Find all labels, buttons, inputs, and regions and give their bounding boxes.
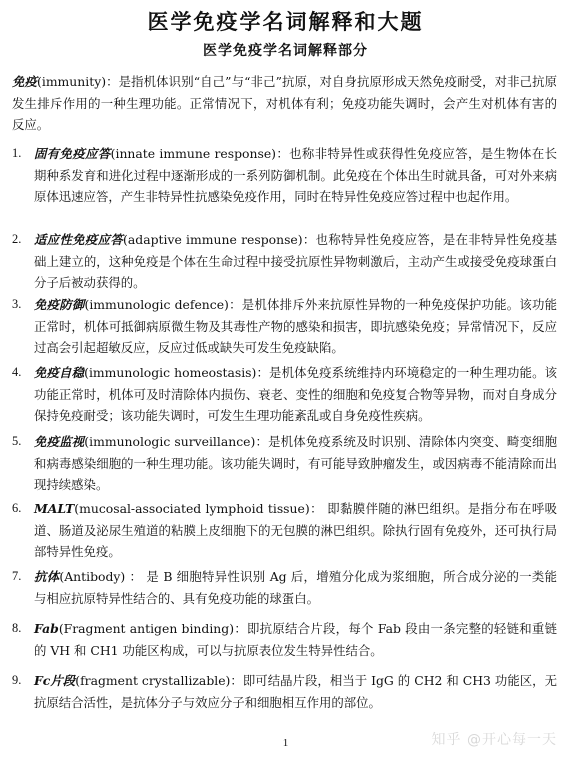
item-term: 免疫自稳	[34, 365, 85, 380]
item-text: (innate immune response)：也称非特异性或获得性免疫应答，是生物体在长期种系发育和进化过程中逐渐形成的一系列防御机制。此免疫在个体出生时就具备，可对外来病原体迅速应答，产生非特异性抗感染免疫作用，同时在特异性免疫应答过程中也起作用。	[34, 146, 557, 204]
item-term: 免疫监视	[34, 434, 85, 449]
definition-item	[34, 566, 557, 609]
item-term: Fab	[34, 621, 59, 636]
item-term: Fc片段	[34, 673, 76, 688]
item-text: (Antibody) ： 是 B 细胞特异性识别 Ag 后，增殖分化成为浆细胞，所合成分泌的一类能与相应抗原特异性结合的、具有免疫功能的球蛋白。	[34, 569, 558, 606]
item-text: (immunologic defence)：是机体排斥外来抗原性异物的一种免疫保护功能。该功能正常时，机体可抵御病原微生物及其毒性产物的感染和损害，即抗感染免疫；异常情况下，反应过高会引起超敏反应，反应过低或缺失可发生免疫缺陷。	[34, 297, 557, 355]
item-number: 9.	[12, 673, 22, 687]
item-term: 固有免疫应答	[34, 146, 111, 161]
item-text: (Fragment antigen binding)：即抗原结合片段，每个 Fab 段由一条完整的轻链和重链的 VH 和 CH1 功能区构成，可以与抗原表位发生特异性结合。	[34, 621, 557, 658]
item-number: 2.	[12, 232, 22, 246]
item-number: 8.	[12, 621, 22, 635]
intro-term: 免疫	[12, 74, 38, 89]
item-text: (fragment crystallizable)：即可结晶片段，相当于 IgG 的 CH2 和 CH3 功能区，无抗原结合活性，是抗体分子与效应分子和细胞相互作用的部位。	[34, 673, 558, 710]
definition-item	[34, 670, 557, 713]
definition-item	[34, 229, 557, 294]
item-number: 7.	[12, 569, 22, 583]
definition-item	[34, 498, 557, 563]
definition-item	[34, 618, 557, 661]
item-number: 6.	[12, 501, 22, 515]
intro-paragraph	[12, 71, 557, 136]
item-term: 免疫防御	[34, 297, 85, 312]
page-number: 1	[282, 737, 289, 749]
item-term: MALT	[34, 501, 75, 516]
definition-item	[34, 362, 557, 427]
item-text: (mucosal-associated lymphoid tissue)： 即黏膜伴随的淋巴组织。是指分布在呼吸道、肠道及泌尿生殖道的粘膜上皮细胞下的无包膜的淋巴组织。除执行固有免疫外，还可执行局部特异性免疫。	[34, 501, 557, 559]
definition-item	[34, 431, 557, 496]
item-number: 4.	[12, 365, 22, 379]
document-title: 医学免疫学名词解释和大题	[147, 9, 424, 34]
section-subtitle: 医学免疫学名词解释部分	[203, 43, 368, 59]
definition-item	[34, 294, 557, 359]
item-text: (immunologic surveillance)：是机体免疫系统及时识别、清除体内突变、畸变细胞和病毒感染细胞的一种生理功能。该功能失调时，有可能导致肿瘤发生，或因病毒不能清除而出现持续感染。	[34, 434, 557, 492]
item-text: (adaptive immune response)：也称特异性免疫应答，是在非特异性免疫基础上建立的，这种免疫是个体在生命过程中接受抗原性异物刺激后，主动产生或接受免疫球蛋白分子后被动获得的。	[34, 232, 558, 290]
item-term: 抗体	[34, 569, 60, 584]
watermark: 知乎 @开心每一天	[431, 732, 557, 748]
item-term: 适应性免疫应答	[34, 232, 124, 247]
item-number: 1.	[12, 146, 22, 160]
item-number: 3.	[12, 297, 22, 311]
item-text: (immunologic homeostasis)：是机体免疫系统维持内环境稳定的一种生理功能。该功能正常时，机体可及时清除体内损伤、衰老、变性的细胞和免疫复合物等异物，而对自身成分保持免疫耐受；该功能失调时，可发生生理功能紊乱或自身免疫性疾病。	[34, 365, 557, 423]
item-number: 5.	[12, 434, 22, 448]
intro-text: (immunity)：是指机体识别“自己”与“非己”抗原，对自身抗原形成天然免疫耐受，对非己抗原发生排斥作用的一种生理功能。正常情况下，对机体有利；免疫功能失调时，会产生对机体有害的反应。	[12, 74, 558, 132]
definition-item	[34, 143, 557, 208]
